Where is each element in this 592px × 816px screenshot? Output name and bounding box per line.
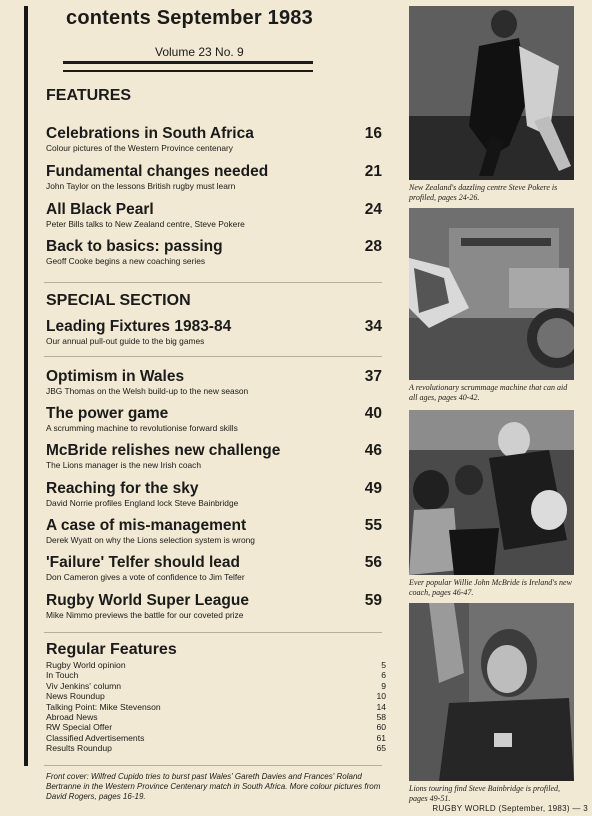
- list-item[interactable]: [46, 691, 386, 701]
- feature-subtitle: The Lions manager is the new Irish coach: [46, 460, 202, 470]
- feature-entry[interactable]: [46, 592, 382, 621]
- feature-page: 56: [364, 554, 382, 571]
- feature-entry[interactable]: [46, 480, 382, 509]
- photo-steve-bainbridge: [409, 603, 574, 781]
- feature-title: All Black Pearl: [46, 201, 154, 218]
- item-name: Talking Point: Mike Stevenson: [46, 701, 161, 712]
- section-divider: [44, 765, 382, 766]
- feature-subtitle: Don Cameron gives a vote of confidence to Jim Telfer: [46, 572, 245, 582]
- regular-features-heading: Regular Features: [46, 641, 177, 658]
- feature-subtitle: JBG Thomas on the Welsh build-up to the new season: [46, 386, 249, 396]
- feature-subtitle: Geoff Cooke begins a new coaching series: [46, 256, 206, 266]
- section-divider: [44, 356, 382, 357]
- feature-title: Reaching for the sky: [46, 480, 199, 497]
- feature-title: Back to basics: passing: [46, 238, 223, 255]
- feature-entry[interactable]: [46, 201, 382, 230]
- feature-entry[interactable]: [46, 238, 382, 267]
- item-page: 60: [376, 722, 386, 733]
- title-rule: [63, 61, 313, 64]
- feature-title: The power game: [46, 405, 169, 422]
- item-name: Results Roundup: [46, 743, 112, 754]
- feature-page: 49: [364, 480, 382, 497]
- list-item[interactable]: [46, 712, 386, 722]
- item-name: RW Special Offer: [46, 722, 113, 733]
- left-margin-bar: [24, 6, 28, 766]
- item-page: 58: [376, 711, 386, 722]
- item-name: Abroad News: [46, 711, 98, 722]
- feature-subtitle: Peter Bills talks to New Zealand centre, Steve Pokere: [46, 219, 245, 229]
- feature-entry[interactable]: [46, 405, 382, 434]
- list-item[interactable]: [46, 681, 386, 691]
- title-rule-lower: [63, 70, 313, 72]
- feature-title: Celebrations in South Africa: [46, 125, 254, 142]
- special-entry[interactable]: [46, 318, 382, 347]
- item-page: 61: [376, 732, 386, 743]
- feature-entry[interactable]: [46, 163, 382, 192]
- special-page: 34: [364, 318, 382, 335]
- feature-title: Fundamental changes needed: [46, 163, 269, 180]
- feature-entry[interactable]: [46, 442, 382, 471]
- feature-page: 59: [364, 592, 382, 609]
- caption: A revolutionary scrummage machine that can aid all ages, pages 40-42.: [409, 383, 568, 402]
- item-page: 14: [376, 701, 386, 712]
- caption: Ever popular Willie John McBride is Ireland's new coach, pages 46-47.: [409, 578, 572, 597]
- list-item[interactable]: [46, 722, 386, 732]
- caption: New Zealand's dazzling centre Steve Pokere is profiled, pages 24-26.: [409, 183, 558, 202]
- feature-page: 16: [364, 125, 382, 142]
- feature-title: A case of mis-management: [46, 517, 247, 534]
- page-footer: RUGBY WORLD (September, 1983) — 3: [432, 804, 588, 813]
- volume-label: Volume 23 No. 9: [155, 45, 244, 59]
- feature-subtitle: Colour pictures of the Western Province centenary: [46, 143, 233, 153]
- special-title: Leading Fixtures 1983-84: [46, 318, 232, 335]
- feature-entry[interactable]: [46, 517, 382, 546]
- feature-page: 46: [364, 442, 382, 459]
- feature-entry[interactable]: [46, 125, 382, 154]
- item-page: 10: [376, 691, 386, 702]
- list-item[interactable]: [46, 733, 386, 743]
- feature-page: 21: [364, 163, 382, 180]
- item-page: 65: [376, 743, 386, 754]
- item-name: News Roundup: [46, 691, 105, 702]
- feature-subtitle: Derek Wyatt on why the Lions selection system is wrong: [46, 535, 255, 545]
- item-name: Classified Advertisements: [46, 732, 145, 743]
- feature-title: McBride relishes new challenge: [46, 442, 281, 459]
- special-section-heading: SPECIAL SECTION: [46, 292, 191, 309]
- feature-subtitle: A scrumming machine to revolutionise forward skills: [46, 423, 238, 433]
- regular-features-list: [46, 660, 386, 754]
- list-item[interactable]: [46, 702, 386, 712]
- feature-title: 'Failure' Telfer should lead: [46, 554, 240, 571]
- feature-subtitle: Mike Nimmo previews the battle for our coveted prize: [46, 610, 244, 620]
- feature-page: 28: [364, 238, 382, 255]
- feature-entry[interactable]: [46, 368, 382, 397]
- front-cover-note: Front cover: Wilfred Cupido tries to burst past Wales' Gareth Davies and Frances' Roland Bertranne in the Western Province Centenary match in South Africa. More colour pictures from David Rogers, pages 16-19.: [46, 772, 381, 801]
- item-name: Rugby World opinion: [46, 660, 126, 670]
- item-page: 6: [381, 670, 386, 681]
- photo-steve-pokere: [409, 6, 574, 180]
- feature-entry[interactable]: [46, 554, 382, 583]
- list-item[interactable]: [46, 670, 386, 680]
- feature-page: 55: [364, 517, 382, 534]
- caption: Lions touring find Steve Bainbridge is profiled, pages 49-51.: [409, 784, 561, 803]
- feature-subtitle: John Taylor on the lessons British rugby must learn: [46, 181, 236, 191]
- item-name: Viv Jenkins' column: [46, 680, 122, 691]
- feature-title: Optimism in Wales: [46, 368, 185, 385]
- features-heading: FEATURES: [46, 87, 132, 104]
- section-divider: [44, 632, 382, 633]
- photo-scrum-machine: [409, 208, 574, 380]
- item-page: 9: [381, 680, 386, 691]
- list-item[interactable]: [46, 743, 386, 753]
- item-page: 5: [381, 660, 386, 670]
- feature-page: 40: [364, 405, 382, 422]
- feature-subtitle: David Norrie profiles England lock Steve Bainbridge: [46, 498, 239, 508]
- special-subtitle: Our annual pull-out guide to the big games: [46, 336, 205, 346]
- feature-page: 37: [364, 368, 382, 385]
- feature-page: 24: [364, 201, 382, 218]
- section-divider: [44, 282, 382, 283]
- item-name: In Touch: [46, 670, 79, 681]
- list-item[interactable]: [46, 660, 386, 670]
- photo-willie-john-mcbride: [409, 410, 574, 575]
- feature-title: Rugby World Super League: [46, 592, 249, 609]
- page-title: contents September 1983: [66, 7, 313, 29]
